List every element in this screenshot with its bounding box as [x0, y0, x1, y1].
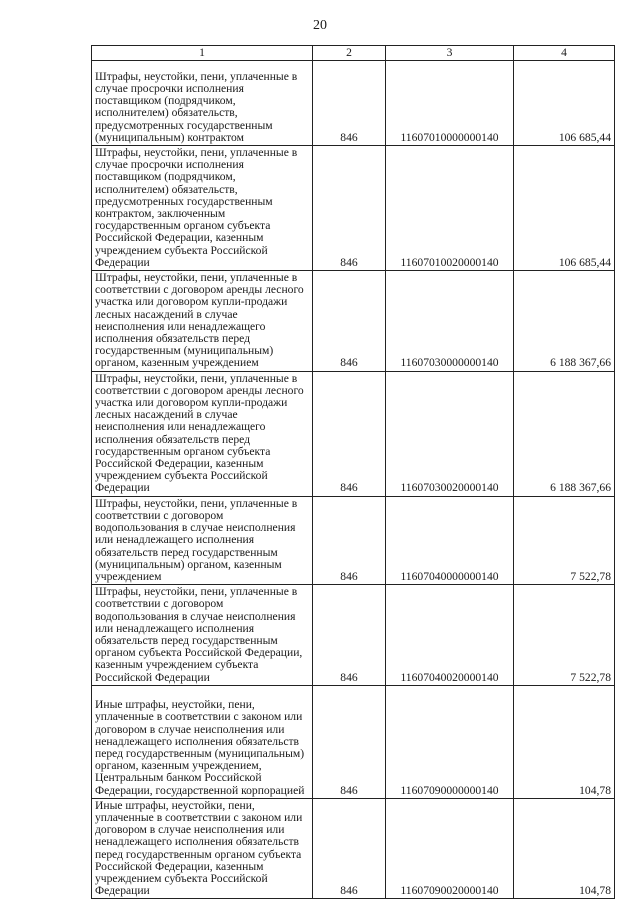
- table-row: [92, 496, 615, 584]
- row-amount: 6 188 367,66: [514, 271, 615, 372]
- row-name: Штрафы, неустойки, пени, уплаченные в случае просрочки исполнения поставщиком (подрядчиком, исполнителем) обязательств, предусмотренных государственным контрактом, заключенным государственным органом субъекта Российской Федерации, казенным учреждением субъекта Российской Федерации: [92, 146, 313, 271]
- row-kbk: 11607030020000140: [386, 371, 514, 496]
- row-code: 846: [313, 585, 386, 686]
- row-amount: 7 522,78: [514, 585, 615, 686]
- row-kbk: 11607010020000140: [386, 146, 514, 271]
- row-amount: 6 188 367,66: [514, 371, 615, 496]
- row-name: Штрафы, неустойки, пени, уплаченные в соответствии с договором водопользования в случае неисполнения или ненадлежащего исполнения обязательств перед государственным (муниципальным) органом, казенным учреждением: [92, 496, 313, 584]
- row-code: 846: [313, 271, 386, 372]
- header-col-4: 4: [514, 46, 615, 61]
- row-code: 846: [313, 371, 386, 496]
- row-kbk: 11607040020000140: [386, 585, 514, 686]
- header-col-2: 2: [313, 46, 386, 61]
- row-amount: 104,78: [514, 685, 615, 798]
- row-kbk: 11607090000000140: [386, 685, 514, 798]
- row-name: Штрафы, неустойки, пени, уплаченные в соответствии с договором аренды лесного участка или договором купли-продажи лесных насаждений в случае неисполнения или ненадлежащего исполнения обязательств перед государственным (муниципальным) органом, казенным учреждением: [92, 271, 313, 372]
- row-name: Штрафы, неустойки, пени, уплаченные в соответствии с договором аренды лесного участка или договором купли-продажи лесных насаждений в случае неисполнения или ненадлежащего исполнения обязательств перед государственным органом субъекта Российской Федерации, казенным учреждением субъекта Российской Федерации: [92, 371, 313, 496]
- row-kbk: 11607040000000140: [386, 496, 514, 584]
- row-code: 846: [313, 798, 386, 899]
- row-amount: 106 685,44: [514, 146, 615, 271]
- revenue-table: [91, 45, 615, 899]
- page-number: 20: [313, 18, 327, 33]
- header-col-1: 1: [92, 46, 313, 61]
- row-name: Штрафы, неустойки, пени, уплаченные в случае просрочки исполнения поставщиком (подрядчиком, исполнителем) обязательств, предусмотренных государственным (муниципальным) контрактом: [92, 61, 313, 146]
- row-code: 846: [313, 61, 386, 146]
- table-row: [92, 798, 615, 899]
- table-header-row: [92, 46, 615, 61]
- row-kbk: 11607010000000140: [386, 61, 514, 146]
- row-amount: 7 522,78: [514, 496, 615, 584]
- row-name: Штрафы, неустойки, пени, уплаченные в соответствии с договором водопользования в случае неисполнения или ненадлежащего исполнения обязательств перед государственным органом субъекта Российской Федерации, казенным учреждением субъекта Российской Федерации: [92, 585, 313, 686]
- row-name: Иные штрафы, неустойки, пени, уплаченные в соответствии с законом или договором в случае неисполнения или ненадлежащего исполнения обязательств перед государственным (муниципальным) органом, казенным учреждением, Центральным банком Российской Федерации, государственной корпорацией: [92, 685, 313, 798]
- row-kbk: 11607090020000140: [386, 798, 514, 899]
- table-row: [92, 61, 615, 146]
- row-kbk: 11607030000000140: [386, 271, 514, 372]
- table-row: [92, 585, 615, 686]
- row-code: 846: [313, 146, 386, 271]
- table-row: [92, 685, 615, 798]
- row-code: 846: [313, 685, 386, 798]
- header-col-3: 3: [386, 46, 514, 61]
- table-row: [92, 146, 615, 271]
- row-amount: 104,78: [514, 798, 615, 899]
- table-row: [92, 371, 615, 496]
- row-amount: 106 685,44: [514, 61, 615, 146]
- table-row: [92, 271, 615, 372]
- row-name: Иные штрафы, неустойки, пени, уплаченные в соответствии с законом или договором в случае неисполнения или ненадлежащего исполнения обязательств перед государственным органом субъекта Российской Федерации, казенным учреждением субъекта Российской Федерации: [92, 798, 313, 899]
- row-code: 846: [313, 496, 386, 584]
